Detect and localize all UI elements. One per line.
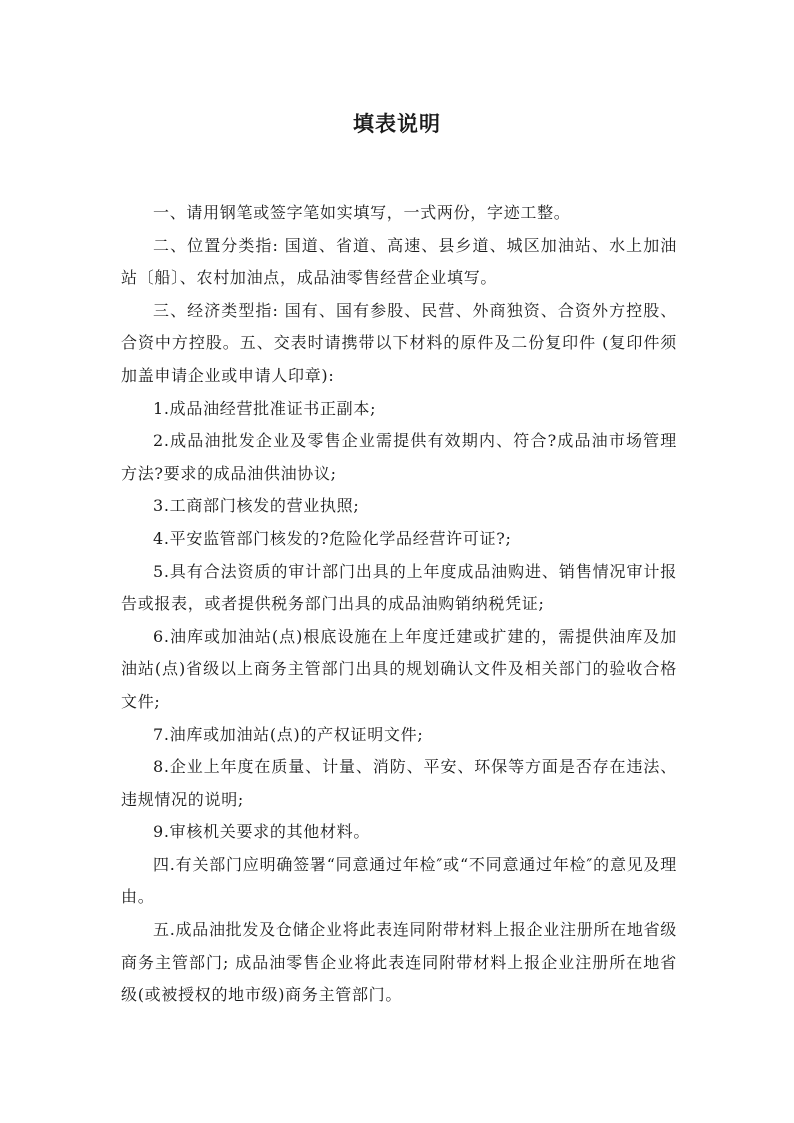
material-item-7: 7.油库或加油站(点)的产权证明文件; — [153, 724, 424, 744]
instruction-economic-type: 三、经济类型指: 国有、国有参股、民营、外商独资、合资外方控股、合资中方控股。五、交表时请携带以下材料的原件及二份复印件 (复印件须加盖申请企业或申请人印章): — [121, 300, 677, 385]
material-item-1: 1.成品油经营批准证书正副本; — [153, 398, 377, 418]
material-item-4: 4.平安监管部门核发的?危险化学品经营许可证?; — [153, 528, 512, 548]
material-item-8: 8.企业上年度在质量、计量、消防、平安、环保等方面是否存在违法、违规情况的说明; — [121, 757, 677, 809]
page-title: 填表说明 — [353, 112, 441, 136]
instruction-location-category: 二、位置分类指: 国道、省道、高速、县乡道、城区加油站、水上加油站〔船〕、农村加油点，成品油零售经营企业填写。 — [121, 235, 677, 288]
instruction-pen: 一、请用钢笔或签字笔如实填写，一式两份，字迹工整。 — [153, 203, 571, 222]
material-item-5: 5.具有合法资质的审计部门出具的上年度成品油购进、销售情况审计报告或报表，或者提供税务部门出具的成品油购销纳税凭证; — [121, 561, 677, 614]
material-item-6: 6.油库或加油站(点)根底设施在上年度迁建或扩建的，需提供油库及加油站(点)省级以上商务主管部门出具的规划确认文件及相关部门的验收合格文件; — [121, 626, 677, 711]
material-item-9: 9.审核机关要求的其他材料。 — [153, 822, 371, 842]
instruction-department-signature: 四.有关部门应明确签署“同意通过年检″或“不同意通过年检″的意见及理由。 — [121, 854, 677, 907]
instructions-body — [121, 197, 677, 1012]
instruction-submission: 五.成品油批发及仓储企业将此表连同附带材料上报企业注册所在地省级商务主管部门; 成品油零售企业将此表连同附带材料上报企业注册所在地省级(或被授权的地市级)商务主管部门。 — [121, 920, 677, 1005]
material-item-3: 3.工商部门核发的营业执照; — [153, 496, 360, 516]
material-item-2: 2.成品油批发企业及零售企业需提供有效期内、符合?成品油市场管理方法?要求的成品油供油协议; — [121, 431, 677, 483]
